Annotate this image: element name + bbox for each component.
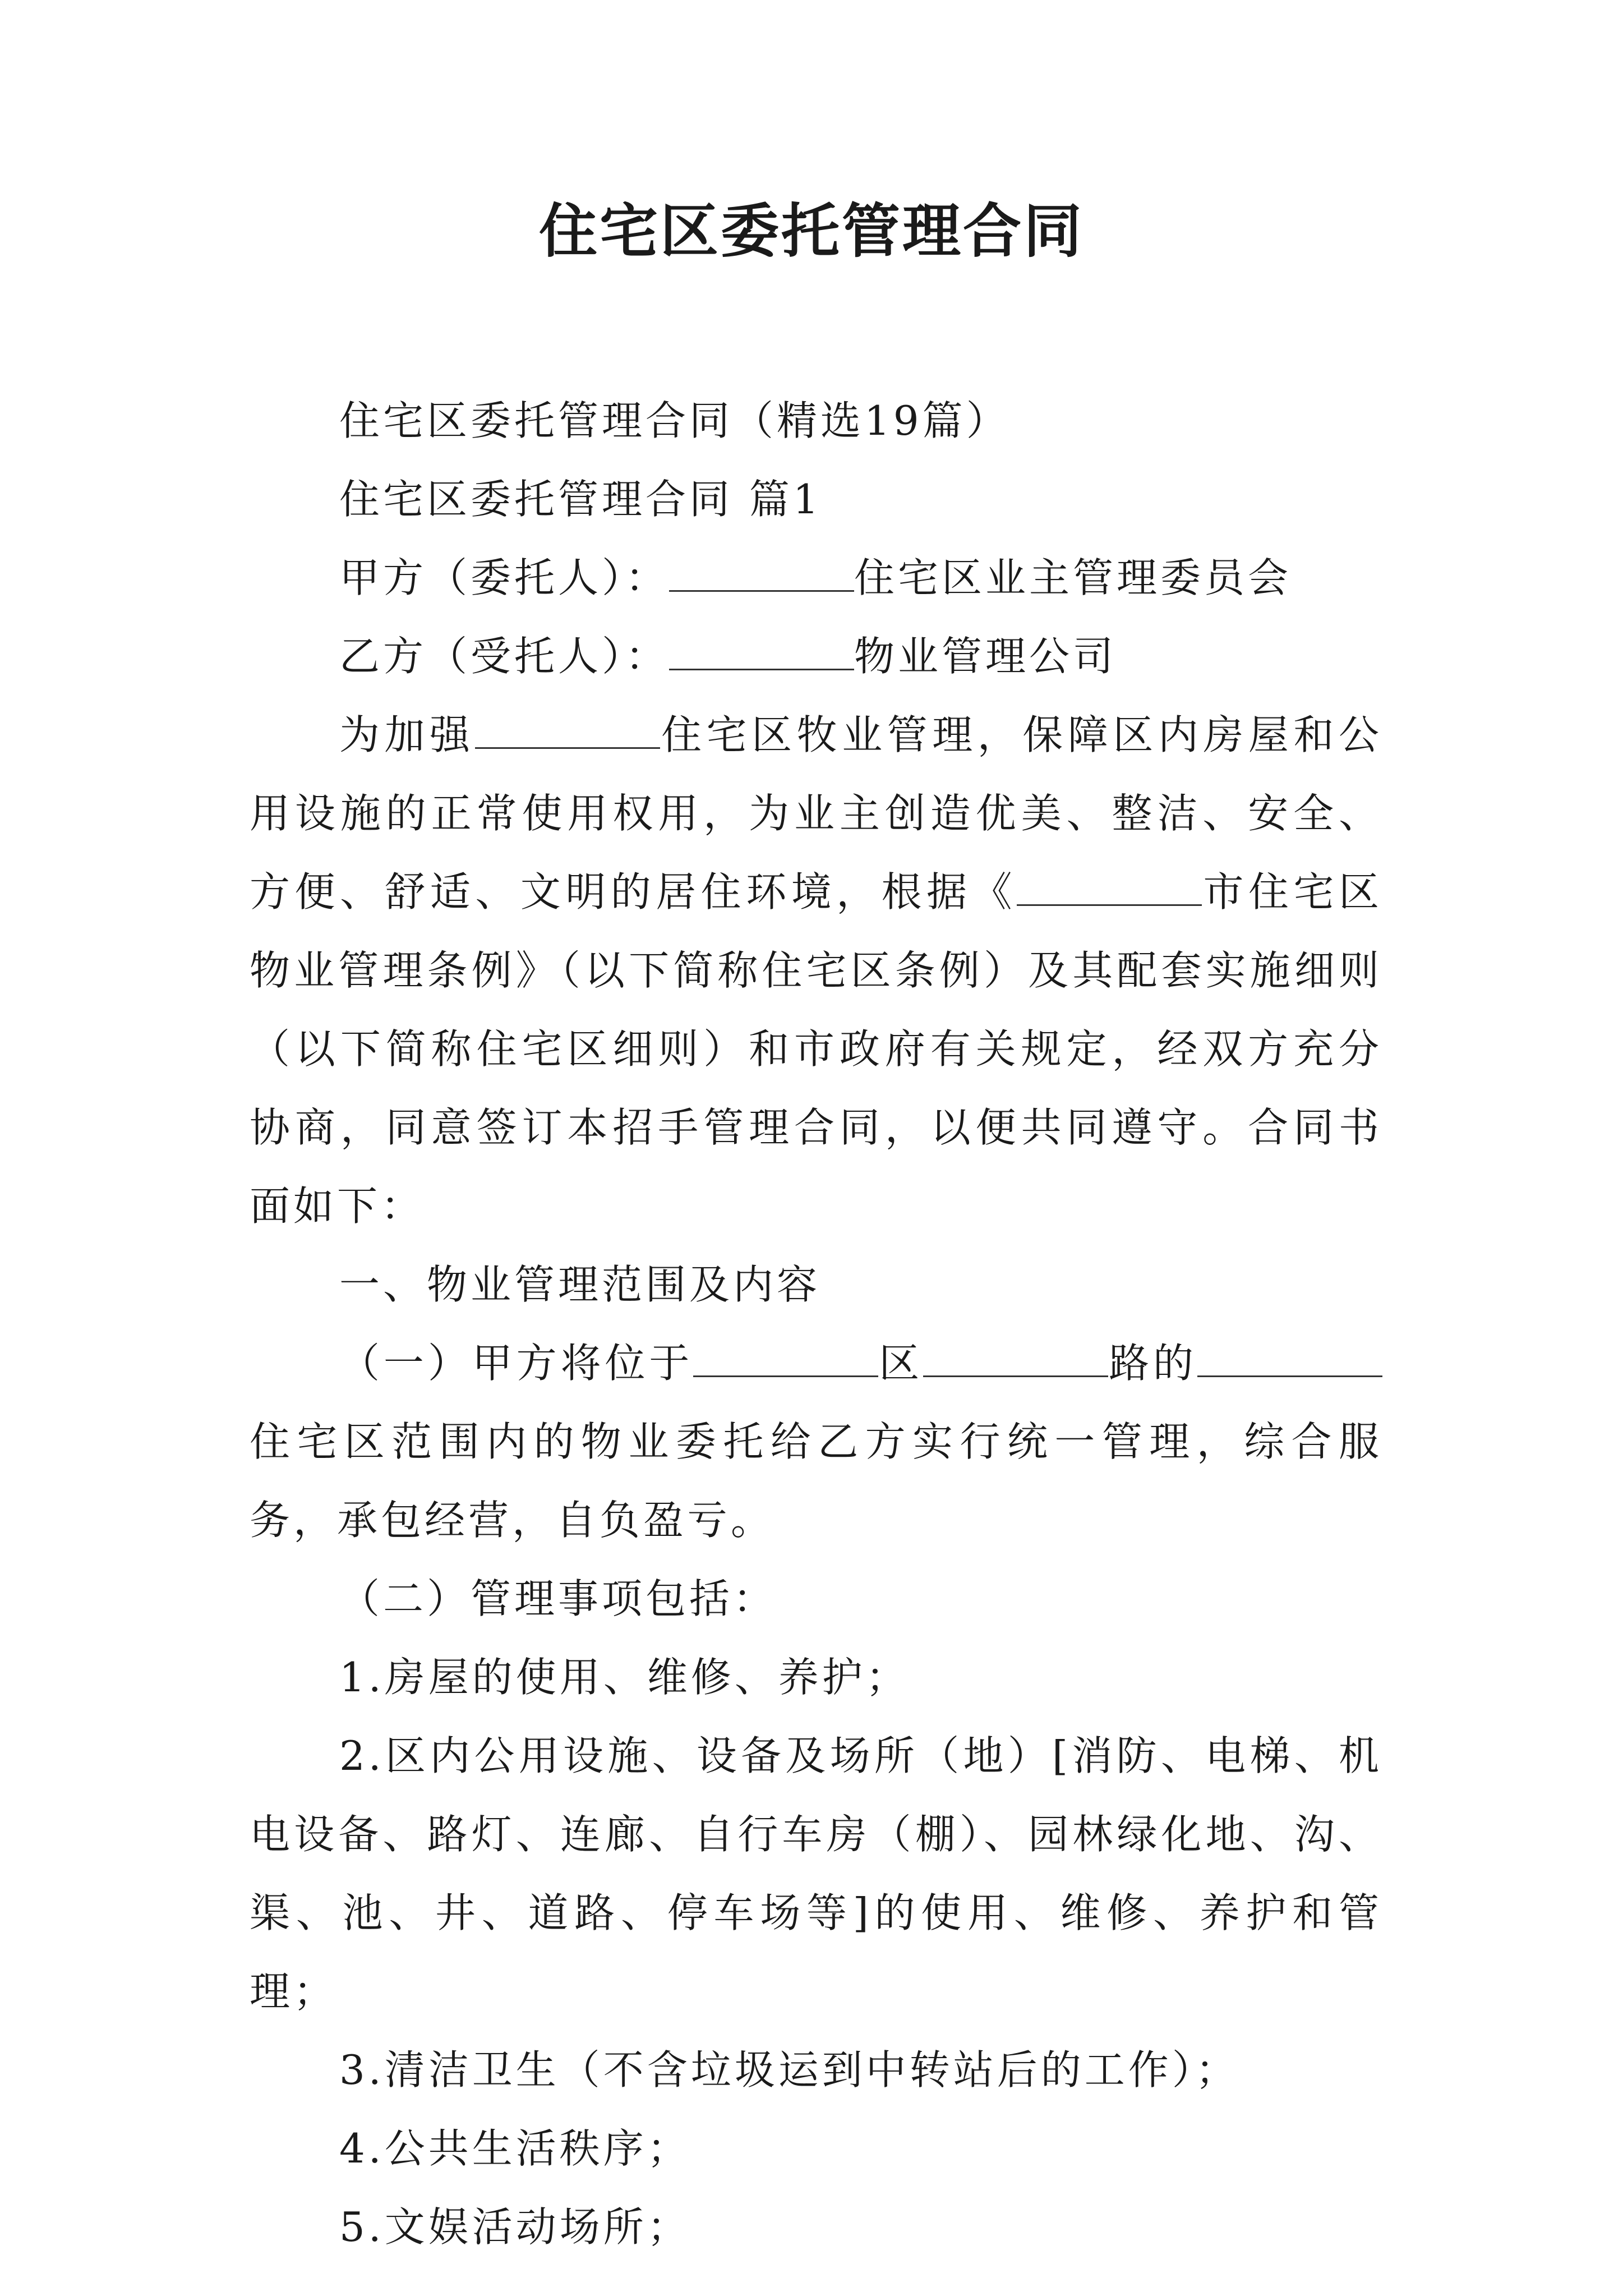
blank-field — [693, 1342, 878, 1377]
document-title: 住宅区委托管理合同 — [538, 196, 1084, 265]
blank-field — [475, 714, 660, 749]
intro-text-2: 住宅区牧业管理，保障区内房屋和公用设施的正常使用权用，为业主创造优美、整洁、安全、方便、舒适、文明的居住环境，根据《 — [250, 711, 1382, 915]
list-item: 2.区内公用设施、设备及场所（地）[消防、电梯、机电设备、路灯、连廊、自行车房（棚）、园林绿化地、沟、渠、池、井、道路、停车场等]的使用、维修、养护和管理； — [250, 1732, 1382, 2015]
list-item: 3.清洁卫生（不含垃圾运到中转站后的工作）； — [339, 2046, 1239, 2093]
blank-field — [923, 1342, 1108, 1377]
scope-text-4: 住宅区范围内的物业委托给乙方实行统一管理，综合服务，承包经营，自负盈亏。 — [250, 1418, 1382, 1544]
party-b-name: 物业管理公司 — [854, 633, 1117, 680]
section-heading: 一、物业管理范围及内容 — [339, 1261, 821, 1308]
document-body — [250, 381, 1382, 2266]
party-a-label: 甲方（委托人）： — [339, 554, 670, 601]
blank-field — [1017, 871, 1202, 906]
matters-heading: （二）管理事项包括： — [339, 1575, 777, 1622]
party-b-label: 乙方（受托人）： — [339, 633, 670, 680]
list-item: 1.房屋的使用、维修、养护； — [339, 1654, 910, 1701]
intro-text-3: 市住宅区物业管理条例》（以下简称住宅区条例）及其配套实施细则（以下简称住宅区细则）和市政府有关规定，经双方充分协商，同意签订本招手管理合同，以便共同遵守。合同书面如下： — [250, 868, 1382, 1230]
list-item: 4.公共生活秩序； — [339, 2125, 691, 2172]
blank-field — [1197, 1342, 1382, 1377]
blank-field — [669, 635, 854, 670]
scope-text-1: （一）甲方将位于 — [339, 1340, 694, 1387]
subtitle-line: 住宅区委托管理合同（精选19篇） — [339, 397, 1010, 444]
blank-field — [669, 556, 854, 592]
chapter-heading: 住宅区委托管理合同 篇1 — [339, 476, 822, 523]
party-a-name: 住宅区业主管理委员会 — [854, 554, 1292, 601]
list-item: 5.文娱活动场所； — [339, 2203, 691, 2251]
scope-text-3: 路的 — [1108, 1340, 1197, 1387]
scope-paragraph — [250, 1324, 1382, 1559]
party-a-line — [250, 539, 1382, 617]
intro-paragraph — [250, 696, 1382, 1245]
intro-text-1: 为加强 — [339, 711, 475, 758]
party-b-line — [250, 617, 1382, 696]
scope-text-2: 区 — [878, 1340, 924, 1387]
